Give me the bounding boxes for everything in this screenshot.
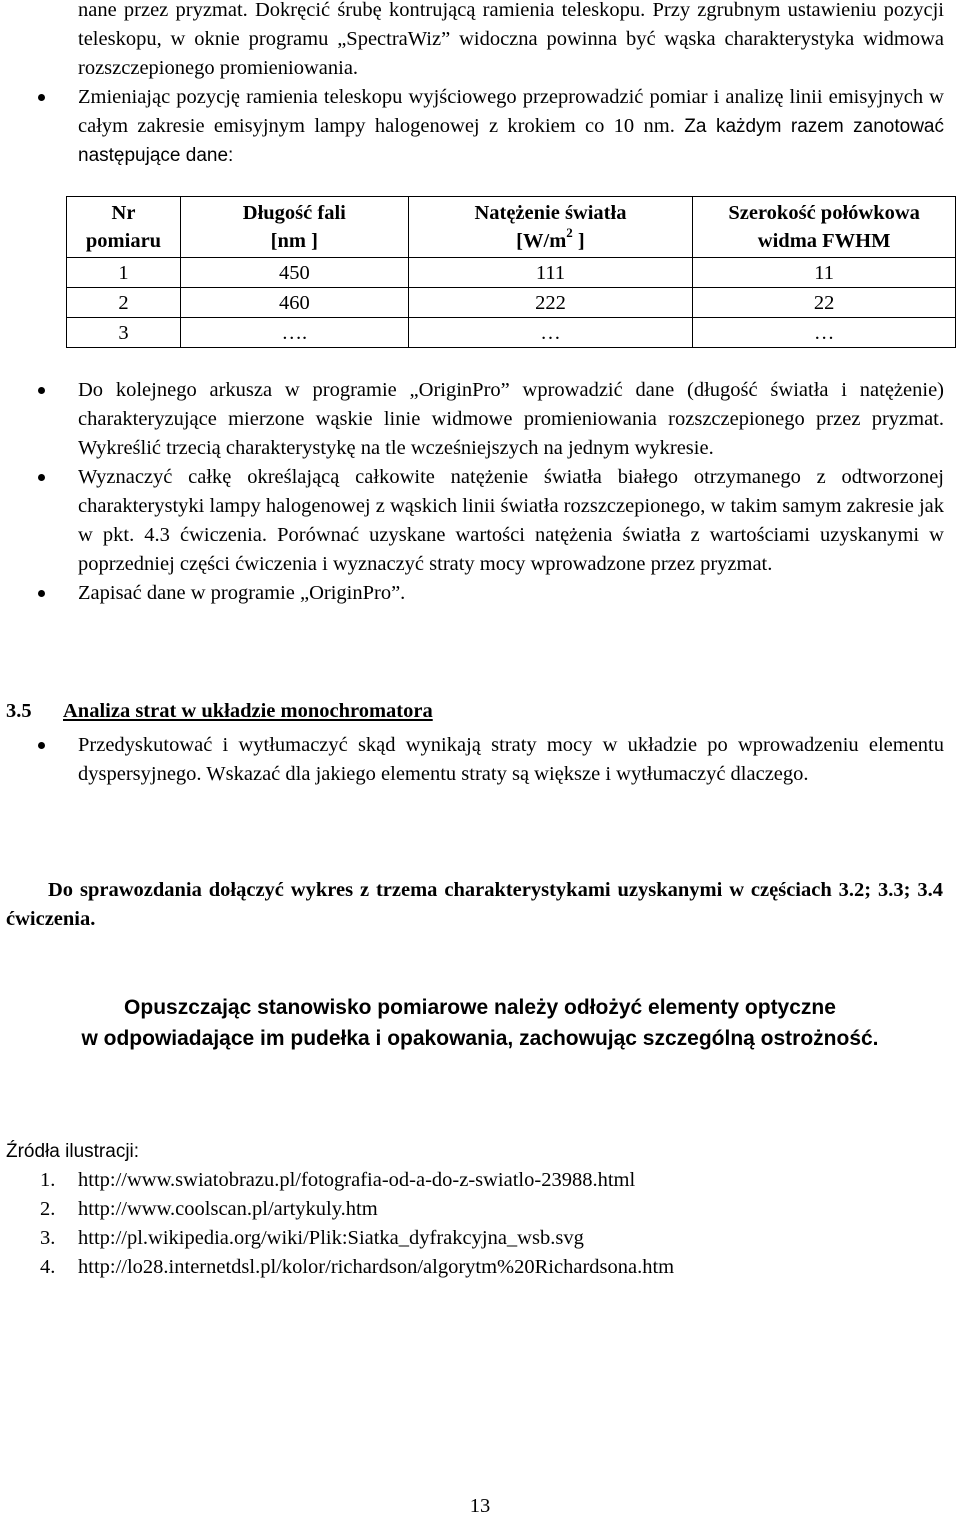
bullet-list-2 [0,376,960,608]
bullet-list-1 [0,83,960,170]
source-number: 3. [40,1227,56,1249]
bullet-text-sans: Za każdym razem zanotować następujące dane: [78,116,944,166]
sources-list [0,1166,674,1282]
report-note-text: Do sprawozdania dołączyć wykres z trzema charakterystykami uzyskanymi w częściach 3.2; 3.3; 3.4 ćwiczenia. [6,879,943,930]
header-measurement-number: Nr pomiaru [67,197,181,258]
header-wavelength: Długość fali [nm ] [180,197,408,258]
bullet-text: Przedyskutować i wytłumaczyć skąd wynikają straty mocy w układzie po wprowadzeniu elementu dyspersyjnego. Wskazać dla jakiego elementu straty są większe i wytłumaczyć dlaczego. [78,734,944,785]
table-row [67,288,956,318]
table-cell: … [408,318,693,348]
header-fwhm: Szerokość połówkowa widma FWHM [693,197,956,258]
bullet-text: Wyznaczyć całkę określającą całkowite natężenie światła białego otrzymanego z odtworzonej charakterystyki lampy halogenowej z wąskich linii światła rozszczepionego, w takim samym zakresie jak w pkt. 4.3 ćwiczenia. Porównać uzyskane wartości natężenia światła z wartościami uzyskanymi w poprzedniej części ćwiczenia i wyznaczyć straty mocy wprowadzone przez pryzmat. [78,466,944,575]
closing-note-line: Opuszczając stanowisko pomiarowe należy odłożyć elementy optyczne [124,996,836,1019]
source-link[interactable]: http://pl.wikipedia.org/wiki/Plik:Siatka_dyfrakcyjna_wsb.svg [78,1227,584,1249]
table-header-row [67,197,956,258]
table-row [67,318,956,348]
list-item [0,463,960,579]
bullet-icon [38,474,45,481]
source-link[interactable]: http://www.coolscan.pl/artykuly.htm [78,1198,378,1220]
section-title: Analiza strat w układzie monochromatora [63,700,433,722]
report-note [6,876,943,934]
list-item [0,1195,674,1224]
table-cell: 111 [408,258,693,288]
list-item [0,1253,674,1282]
table-cell: … [693,318,956,348]
list-item [0,376,960,463]
list-item [0,579,960,608]
measurement-table [66,196,956,348]
table-cell: 1 [67,258,181,288]
closing-note-line: w odpowiadające im pudełka i opakowania, zachowując szczególną ostrożność. [81,1027,879,1050]
source-number: 4. [40,1256,56,1278]
bullet-list-3 [0,731,960,789]
source-number: 2. [40,1198,56,1220]
section-heading [6,697,433,726]
table-cell: 2 [67,288,181,318]
source-number: 1. [40,1169,56,1191]
bullet-text: Zapisać dane w programie „OriginPro”. [78,582,406,604]
source-link[interactable]: http://lo28.internetdsl.pl/kolor/richardson/algorytm%20Richardsona.htm [78,1256,675,1278]
list-item [0,1166,674,1195]
table-cell: 3 [67,318,181,348]
header-intensity: Natężenie światła [$W/m^2$ ] [408,197,693,258]
page-number: 13 [469,1495,491,1517]
list-item [0,731,960,789]
intro-paragraph [78,0,944,83]
sources-heading: Źródła ilustracji: [6,1141,140,1162]
list-item [0,1224,674,1253]
table-row [67,258,956,288]
table-cell: 460 [180,288,408,318]
bullet-text: Zmieniając pozycję ramienia teleskopu wyjściowego przeprowadzić pomiar i analizę linii emisyjnych w całym zakresie emisyjnym lampy halogenowej z krokiem co 10 nm. [78,86,944,137]
section-number: 3.5 [6,700,32,722]
table-cell: 11 [693,258,956,288]
table-cell: 22 [693,288,956,318]
bullet-icon [38,742,45,749]
bullet-icon [38,387,45,394]
closing-note [0,992,960,1054]
intro-text: nane przez pryzmat. Dokręcić śrubę kontrującą ramienia teleskopu. Przy zgrubnym ustawieniu pozycji teleskopu, w oknie programu „SpectraWiz” widoczna powinna być wąska charakterystyka widmowa rozszczepionego promieniowania. [78,0,944,79]
table-cell: 450 [180,258,408,288]
bullet-icon [38,590,45,597]
list-item [0,83,960,170]
bullet-icon [38,94,45,101]
bullet-text: Do kolejnego arkusza w programie „OriginPro” wprowadzić dane (długość światła i natężenie) charakteryzujące mierzone wąskie linie widmowe promieniowania rozszczepionego przez pryzmat. Wykreślić trzecią charakterystykę na tle wcześniejszych na jednym wykresie. [78,379,944,459]
table-cell: 222 [408,288,693,318]
table-cell: …. [180,318,408,348]
source-link[interactable]: http://www.swiatobrazu.pl/fotografia-od-a-do-z-swiatlo-23988.html [78,1169,636,1191]
